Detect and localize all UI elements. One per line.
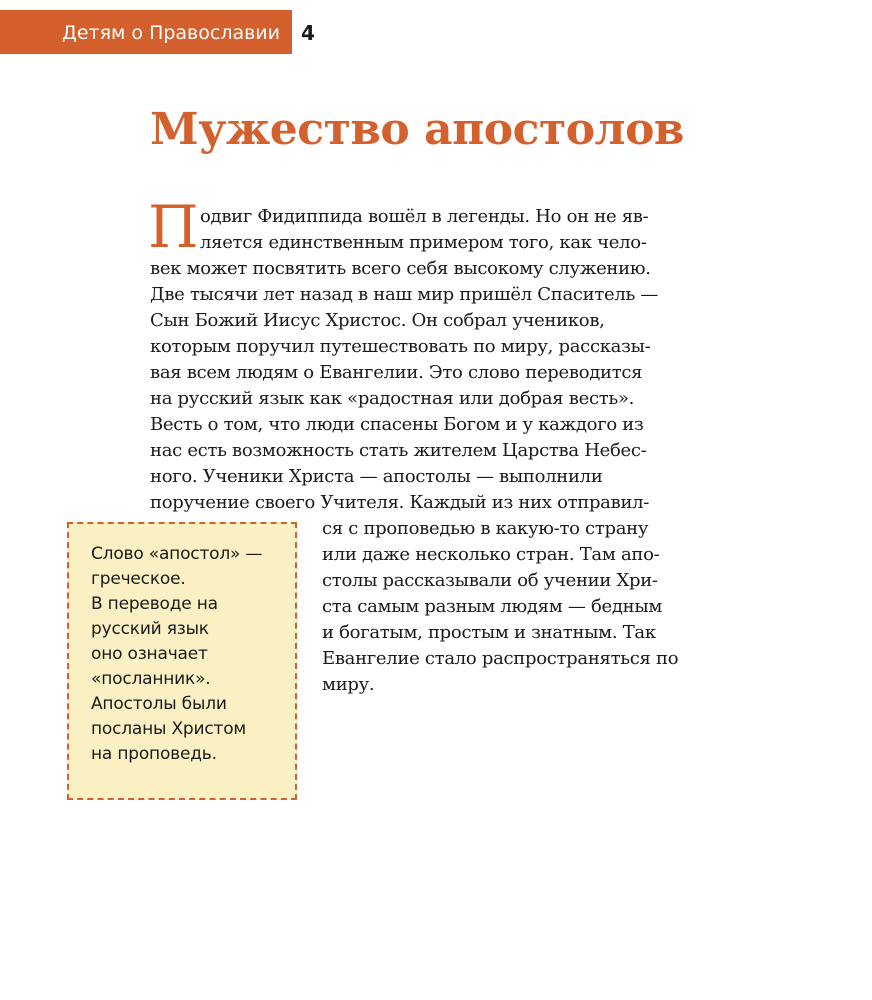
body-line: поручение своего Учителя. Каждый из них отправил- xyxy=(150,492,650,513)
sidebar-note-line: русский язык xyxy=(91,619,209,639)
body-line: на русский язык как «радостная или добрая весть». xyxy=(150,388,635,409)
page-number: 4 xyxy=(301,21,315,45)
body-line: ста самым разным людям — бедным xyxy=(322,596,663,617)
body-line: или даже несколько стран. Там апо- xyxy=(322,544,660,565)
section-title: Детям о Православии xyxy=(62,22,281,44)
body-line: Две тысячи лет назад в наш мир пришёл Спаситель — xyxy=(150,284,659,305)
sidebar-note-line: на проповедь. xyxy=(91,744,217,764)
sidebar-note-line: Слово «апостол» — xyxy=(91,544,263,564)
body-line: столы рассказывали об учении Хри- xyxy=(322,570,658,591)
body-line: ся с проповедью в какую-то страну xyxy=(322,518,649,539)
body-line: одвиг Фидиппида вошёл в легенды. Но он не яв- xyxy=(200,206,649,227)
sidebar-note-line: оно означает xyxy=(91,644,208,664)
sidebar-note-line: В переводе на xyxy=(91,594,218,614)
drop-cap: П xyxy=(148,193,199,261)
sidebar-note xyxy=(67,522,297,800)
page-title: Мужество апостолов xyxy=(150,104,684,155)
sidebar-note-line: Апостолы были xyxy=(91,694,227,714)
body-line: Евангелие стало распространяться по xyxy=(322,648,679,669)
body-line: ляется единственным примером того, как чело- xyxy=(200,232,647,253)
body-line: которым поручил путешествовать по миру, рассказы- xyxy=(150,336,651,357)
sidebar-note-line: посланы Христом xyxy=(91,719,247,739)
body-line: нас есть возможность стать жителем Царства Небес- xyxy=(150,440,647,461)
body-line: ного. Ученики Христа — апостолы — выполнили xyxy=(150,466,603,487)
body-line: Сын Божий Иисус Христос. Он собрал учеников, xyxy=(150,310,605,331)
sidebar-note-line: «посланник». xyxy=(91,669,211,689)
body-line: и богатым, простым и знатным. Так xyxy=(322,622,656,643)
sidebar-note-line: греческое. xyxy=(91,569,186,589)
body-line: миру. xyxy=(322,674,375,695)
body-line: век может посвятить всего себя высокому служению. xyxy=(150,258,651,279)
body-line: вая всем людям о Евангелии. Это слово переводится xyxy=(150,362,643,383)
body-line: Весть о том, что люди спасены Богом и у каждого из xyxy=(150,414,644,435)
